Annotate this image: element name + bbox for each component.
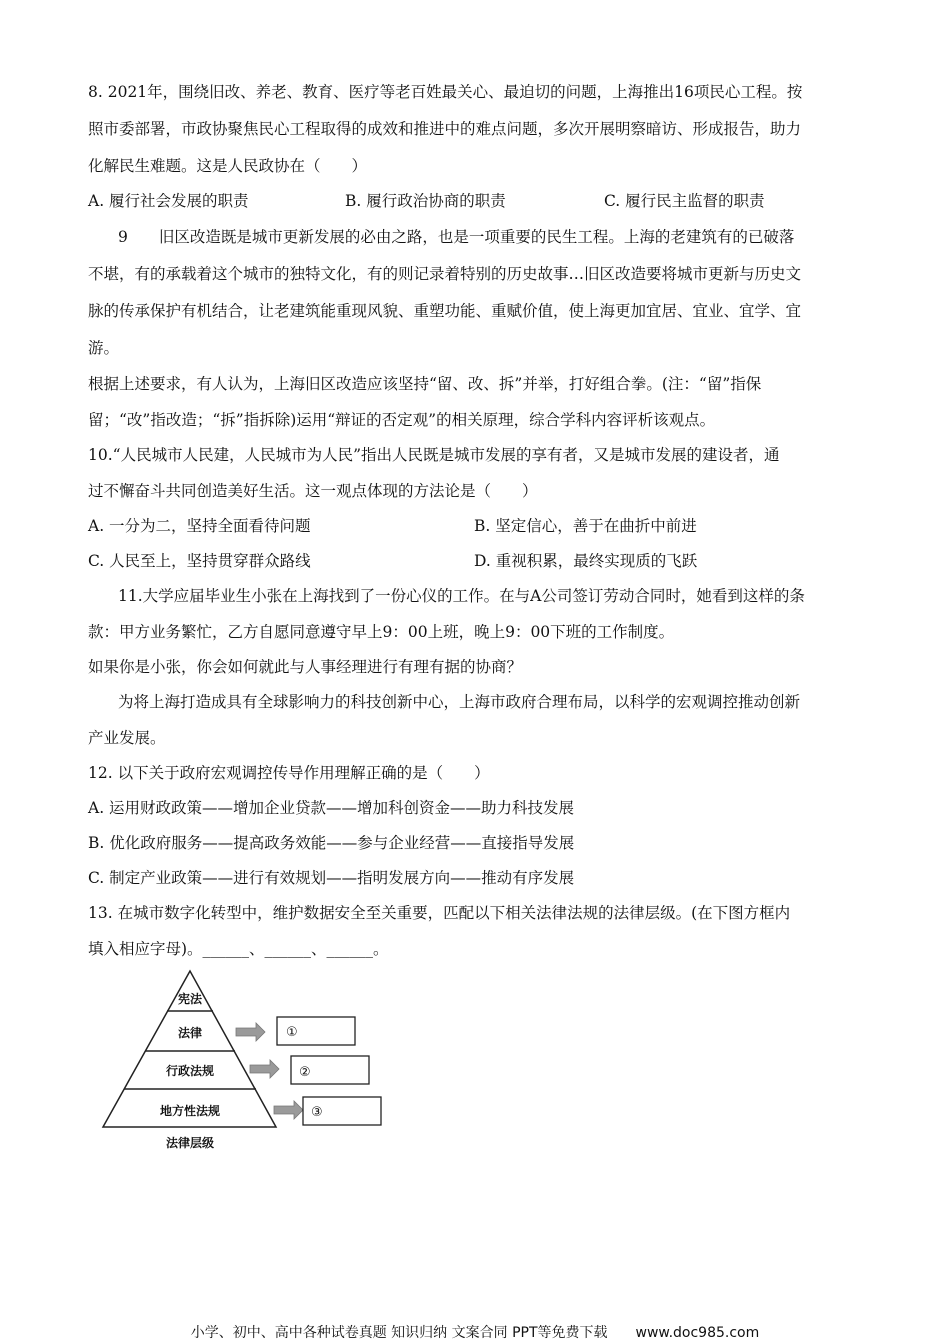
answer-box-1-label: ① [286,1025,298,1040]
level-admin-regulation: 行政法规 [165,1064,215,1078]
answer-box-2-label: ② [299,1065,311,1080]
q9-line-2: 不堪，有的承载着这个城市的独特文化，有的则记录着特别的历史故事…旧区改造要将城市更新与历史文 [88,265,802,283]
q12-stem: 12. 以下关于政府宏观调控传导作用理解正确的是（ ） [88,764,490,782]
level-local-regulation: 地方性法规 [159,1104,221,1118]
legal-hierarchy-diagram [98,965,398,1160]
level-constitution: 宪法 [177,992,203,1006]
pyramid-svg [98,965,398,1160]
q12-intro-line-2: 产业发展。 [88,729,166,747]
q9-line-4: 游。 [88,339,120,357]
q8-line-2: 照市委部署，市政协聚焦民心工程取得的成效和推进中的难点问题，多次开展明察暗访、形成报告，助力 [88,120,802,138]
q8-line-1: 8. 2021年，围绕旧改、养老、教育、医疗等老百姓最关心、最迫切的问题，上海推出16项民心工程。按 [88,83,803,101]
q10-option-b: B. 坚定信心，善于在曲折中前进 [474,517,697,535]
q12-option-c: C. 制定产业政策——进行有效规划——指明发展方向——推动有序发展 [88,869,575,887]
q8-option-b: B. 履行政治协商的职责 [345,192,506,210]
q10-option-c: C. 人民至上，坚持贯穿群众路线 [88,552,311,570]
q11-line-2: 款：甲方业务繁忙，乙方自愿同意遵守早上9：00上班，晚上9：00下班的工作制度。 [88,623,675,641]
q9-line-6: 留；“改”指改造；“拆”指拆除)运用“辩证的否定观”的相关原理，综合学科内容评析该观点。 [88,411,716,429]
q12-option-b: B. 优化政府服务——提高政务效能——参与企业经营——直接指导发展 [88,834,575,852]
q11-line-1: 11.大学应届毕业生小张在上海找到了一份心仪的工作。在与A公司签订劳动合同时，她看到这样的条 [118,587,805,605]
arrow-right-icon [274,1101,303,1119]
q12-option-a: A. 运用财政政策——增加企业贷款——增加科创资金——助力科技发展 [88,799,575,817]
q10-line-1: 10.“人民城市人民建，人民城市为人民”指出人民既是城市发展的享有者，又是城市发展的建设者，通 [88,446,780,464]
q8-option-c: C. 履行民主监督的职责 [604,192,765,210]
q9-line-5: 根据上述要求，有人认为，上海旧区改造应该坚持“留、改、拆”并举，打好组合拳。(注：“留”指保 [88,375,762,393]
q9-line-1: 9 旧区改造既是城市更新发展的必由之路，也是一项重要的民生工程。上海的老建筑有的已破落 [118,228,795,246]
q10-line-2: 过不懈奋斗共同创造美好生活。这一观点体现的方法论是（ ） [88,482,538,500]
q8-line-3: 化解民生难题。这是人民政协在（ ） [88,157,368,175]
q10-option-a: A. 一分为二，坚持全面看待问题 [88,517,311,535]
q9-line-3: 脉的传承保护有机结合，让老建筑能重现风貌、重塑功能、重赋价值，使上海更加宜居、宜业、宜学、宜 [88,302,802,320]
arrow-right-icon [236,1023,265,1041]
answer-box-3-label: ③ [311,1105,323,1120]
q11-line-3: 如果你是小张，你会如何就此与人事经理进行有理有据的协商？ [88,658,523,676]
level-law: 法律 [177,1026,203,1040]
q13-line-2: 填入相应字母)。______、______、______。 [88,940,389,958]
q12-intro-line-1: 为将上海打造成具有全球影响力的科技创新中心，上海市政府合理布局，以科学的宏观调控推动创新 [118,693,801,711]
diagram-caption: 法律层级 [165,1136,215,1150]
q13-line-1: 13. 在城市数字化转型中，维护数据安全至关重要，匹配以下相关法律法规的法律层级。(在下图方框内 [88,904,791,922]
q8-option-a: A. 履行社会发展的职责 [88,192,249,210]
q10-option-d: D. 重视积累，最终实现质的飞跃 [474,552,698,570]
page-footer: 小学、初中、高中各种试卷真题 知识归纳 文案合同 PPT等免费下载 www.doc985.com [190,1325,760,1341]
arrow-right-icon [250,1060,279,1078]
